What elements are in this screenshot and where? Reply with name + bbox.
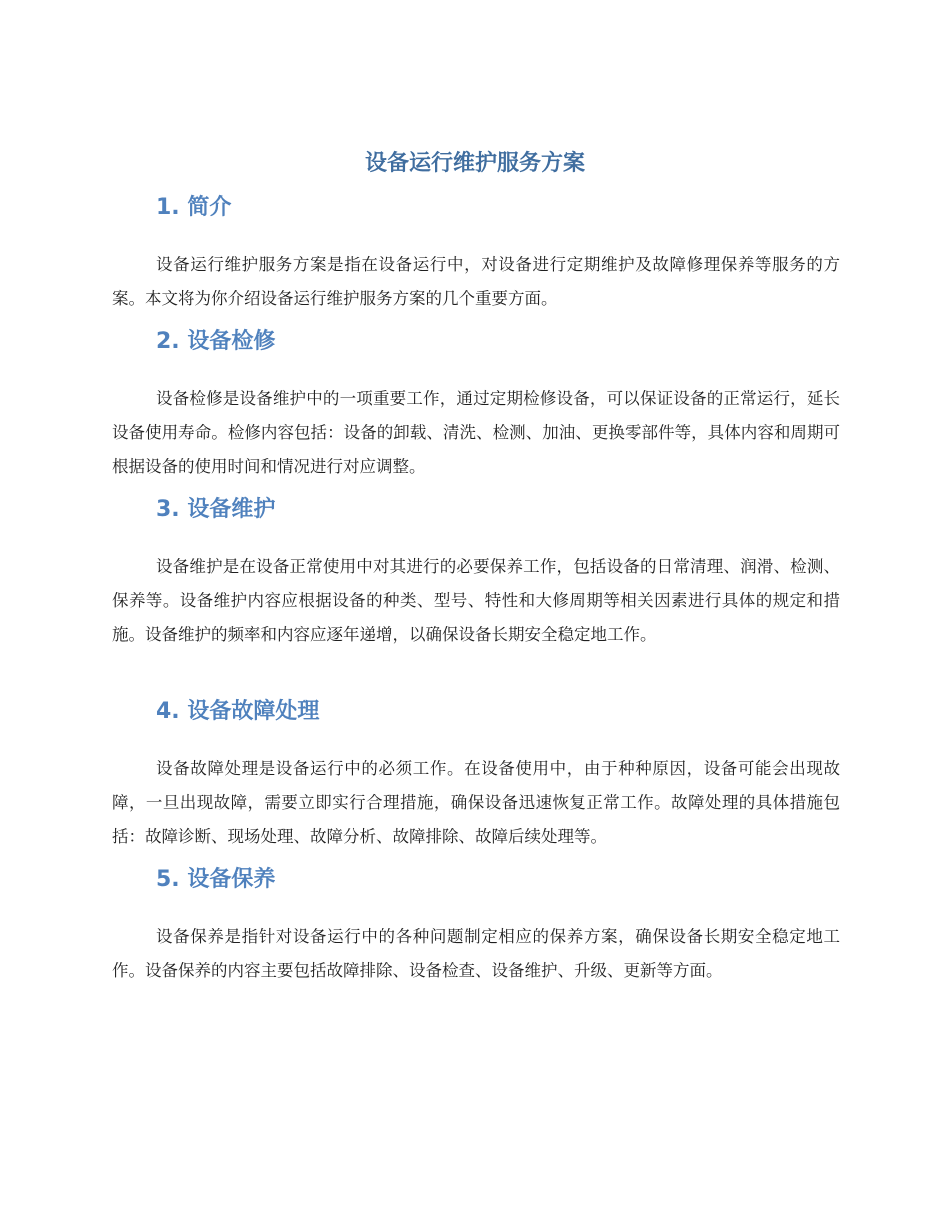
section-heading: 3. 设备维护: [156, 497, 276, 522]
section-paragraph: 设备维护是在设备正常使用中对其进行的必要保养工作，包括设备的日常清理、润滑、检测、保养等。设备维护内容应根据设备的种类、型号、特性和大修周期等相关因素进行具体的规定和措施。设备维护的频率和内容应逐年递增，以确保设备长期安全稳定地工作。: [112, 557, 840, 644]
section-paragraph: 设备检修是设备维护中的一项重要工作，通过定期检修设备，可以保证设备的正常运行，延长设备使用寿命。检修内容包括：设备的卸载、清洗、检测、加油、更换零部件等，具体内容和周期可根据设备的使用时间和情况进行对应调整。: [112, 389, 840, 476]
section-equipment-repair: [112, 324, 840, 484]
section-heading: 5. 设备保养: [156, 867, 276, 892]
section-fault-handling: [112, 694, 840, 854]
section-paragraph: 设备保养是指针对设备运行中的各种问题制定相应的保养方案，确保设备长期安全稳定地工作。设备保养的内容主要包括故障排除、设备检查、设备维护、升级、更新等方面。: [112, 927, 840, 980]
section-introduction: [112, 190, 840, 316]
section-equipment-upkeep: [112, 862, 840, 988]
section-heading: 2. 设备检修: [156, 329, 276, 354]
document-title: 设备运行维护服务方案: [364, 151, 585, 176]
section-heading: 1. 简介: [156, 195, 232, 220]
section-paragraph: 设备运行维护服务方案是指在设备运行中，对设备进行定期维护及故障修理保养等服务的方案。本文将为你介绍设备运行维护服务方案的几个重要方面。: [112, 255, 840, 308]
section-equipment-maintenance: [112, 492, 840, 652]
section-heading: 4. 设备故障处理: [156, 699, 320, 724]
section-paragraph: 设备故障处理是设备运行中的必须工作。在设备使用中，由于种种原因，设备可能会出现故障，一旦出现故障，需要立即实行合理措施，确保设备迅速恢复正常工作。故障处理的具体措施包括：故障诊断、现场处理、故障分析、故障排除、故障后续处理等。: [112, 759, 840, 846]
